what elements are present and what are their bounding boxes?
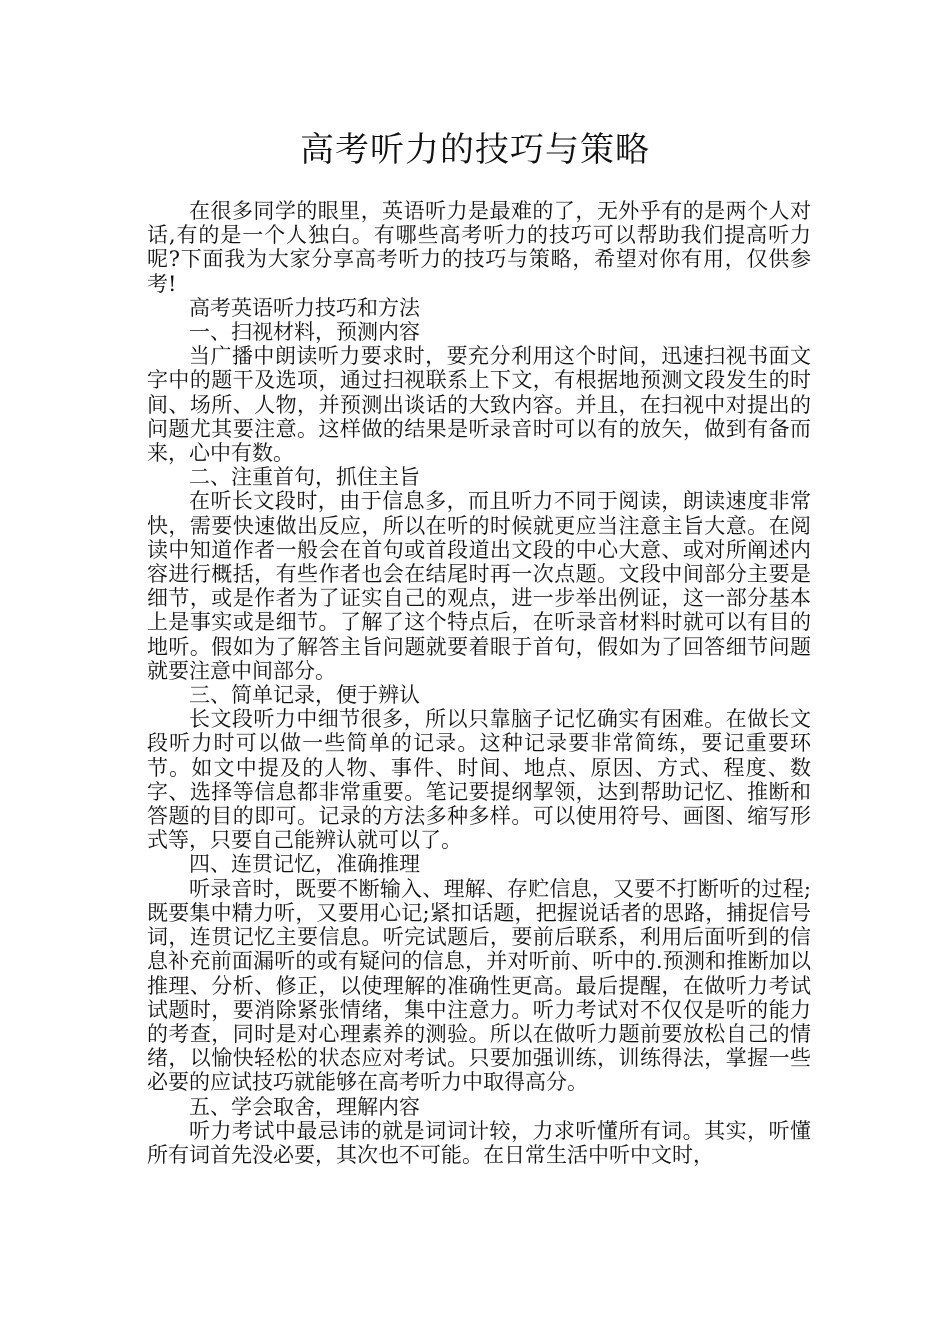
body-paragraph-2: 在听长文段时，由于信息多，而且听力不同于阅读，朗读速度非常快，需要快速做出反应，所以在听的时候就更应当注意主旨大意。在阅读中知道作者一般会在首句或首段道出文段的中心大意、或对所阐述内容进行概括，有些作者也会在结尾时再一次点题。文段中间部分主要是细节，或是作者为了证实自己的观点，进一步举出例证，这一部分基本上是事实或是细节。了解了这个特点后，在听录音材料时就可以有目的地听。假如为了解答主旨问题就要着眼于首句，假如为了回答细节问题就要注意中间部分。 (147, 489, 811, 683)
intro-paragraph: 在很多同学的眼里，英语听力是最难的了，无外乎有的是两个人对话,有的是一个人独白。有哪些高考听力的技巧可以帮助我们提高听力呢?下面我为大家分享高考听力的技巧与策略，希望对你有用，仅供参考! (147, 199, 811, 296)
section-heading: 高考英语听力技巧和方法 (189, 295, 420, 320)
subsection-heading-5: 五、学会取舍，理解内容 (189, 1094, 420, 1119)
subsection-heading-4: 四、连贯记忆，准确推理 (189, 852, 420, 877)
body-paragraph-1: 当广播中朗读听力要求时，要充分利用这个时间，迅速扫视书面文字中的题干及选项，通过扫视联系上下文，有根据地预测文段发生的时间、场所、人物，并预测出谈话的大致内容。并且，在扫视中对提出的问题尤其要注意。这样做的结果是听录音时可以有的放矢，做到有备而来，心中有数。 (147, 344, 811, 466)
body-paragraph-3: 长文段听力中细节很多，所以只靠脑子记忆确实有困难。在做长文段听力时可以做一些简单的记录。这种记录要非常简练，要记重要环节。如文中提及的人物、事件、时间、地点、原因、方式、程度、数字、选择等信息都非常重要。笔记要提纲挈领，达到帮助记忆、推断和答题的目的即可。记录的方法多种多样。可以使用符号、画图、缩写形式等，只要自己能辨认就可以了。 (147, 707, 811, 853)
document-body (147, 199, 811, 1167)
document-title: 高考听力的技巧与策略 (300, 130, 650, 170)
body-paragraph-4: 听录音时，既要不断输入、理解、存贮信息，又要不打断听的过程;既要集中精力听，又要用心记;紧扣话题，把握说话者的思路，捕捉信号词，连贯记忆主要信息。听完试题后，要前后联系，利用后面听到的信息补充前面漏听的或有疑问的信息，并对听前、听中的.预测和推断加以推理、分析、修正，以使理解的准确性更高。最后提醒，在做听力考试试题时，要消除紧张情绪，集中注意力。听力考试对不仅仅是听的能力的考查，同时是对心理素养的测验。所以在做听力题前要放松自己的情绪，以愉快轻松的状态应对考试。只要加强训练，训练得法，掌握一些必要的应试技巧就能够在高考听力中取得高分。 (147, 876, 811, 1095)
subsection-heading-2: 二、注重首句，抓住主旨 (189, 465, 420, 490)
subsection-heading-1: 一、扫视材料，预测内容 (189, 320, 420, 345)
subsection-heading-3: 三、简单记录，便于辨认 (189, 683, 420, 708)
body-paragraph-5: 听力考试中最忌讳的就是词词计较，力求听懂所有词。其实，听懂所有词首先没必要，其次也不可能。在日常生活中听中文时， (147, 1118, 811, 1167)
